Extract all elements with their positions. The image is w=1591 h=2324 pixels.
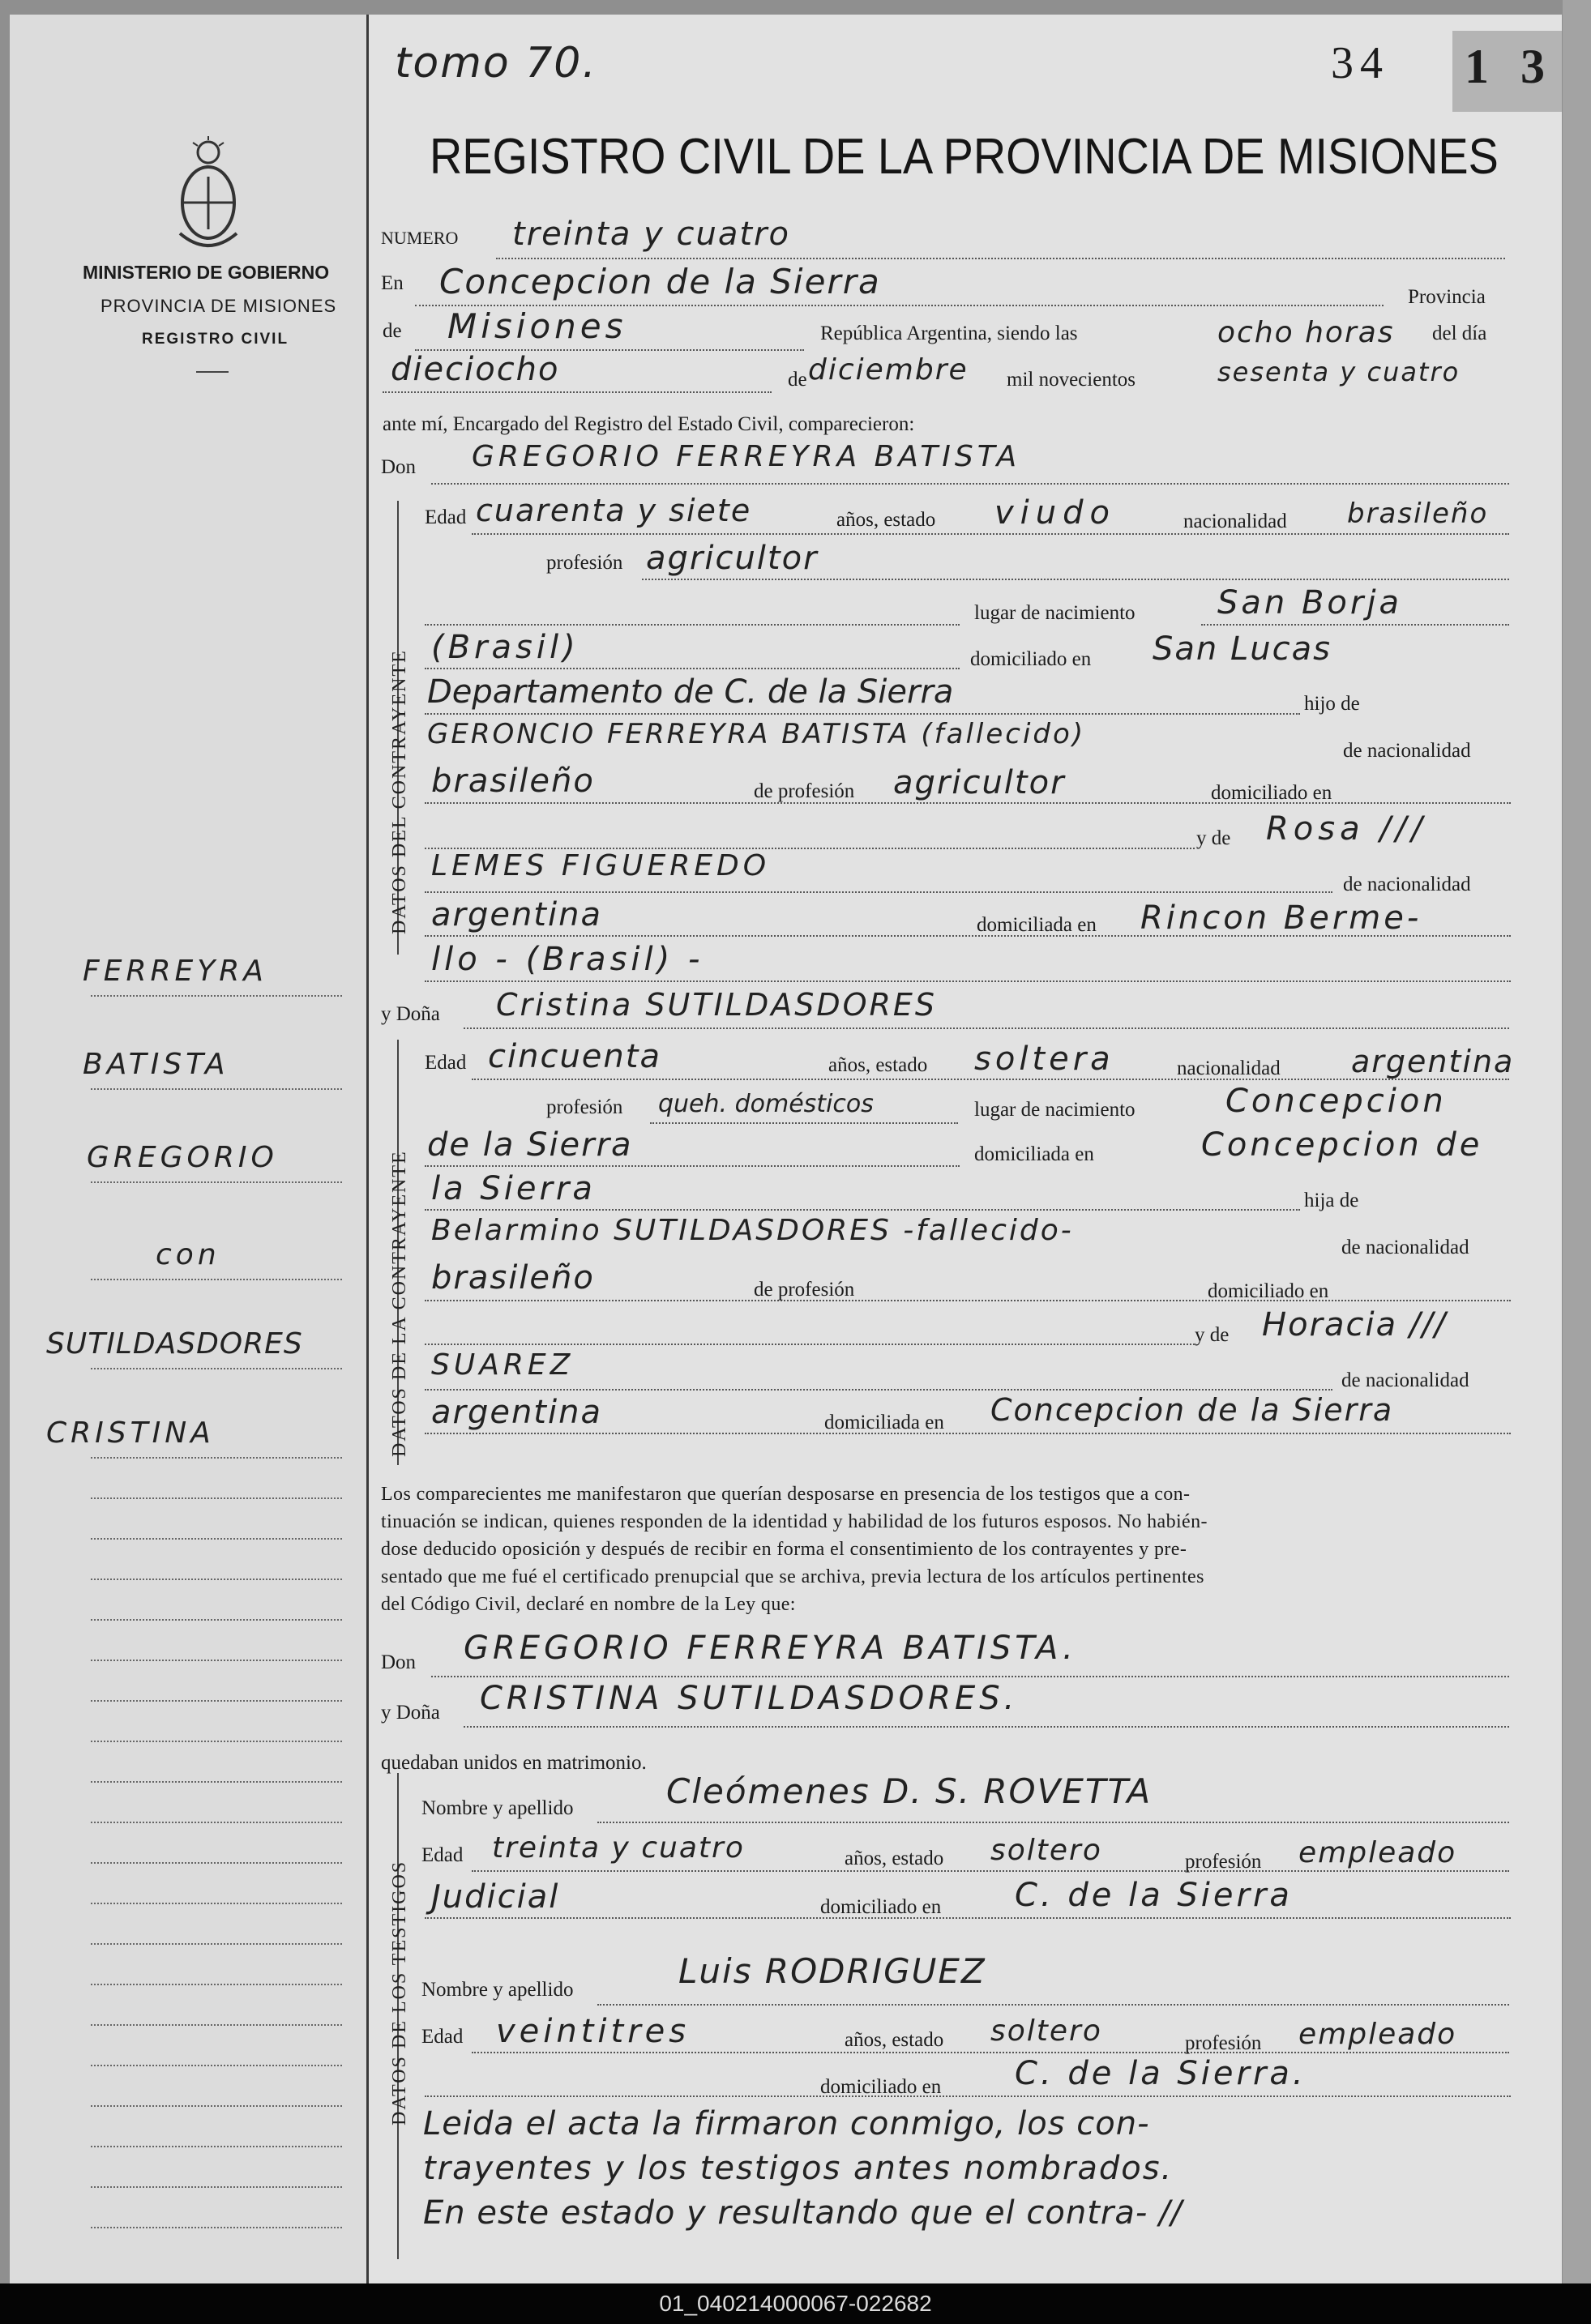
groom-domicilio-2: Departamento de C. de la Sierra bbox=[427, 673, 954, 711]
margin-line bbox=[91, 2146, 342, 2147]
bride-mother-first: Horacia /// bbox=[1262, 1306, 1448, 1344]
coat-of-arms-seal bbox=[172, 136, 245, 258]
fill-line bbox=[383, 391, 772, 393]
y-de-label: y de bbox=[1195, 1324, 1230, 1346]
dona-label: y Doña bbox=[381, 1702, 440, 1724]
provincia-label: Provincia bbox=[1408, 286, 1486, 308]
bride-edad: cincuenta bbox=[488, 1038, 661, 1075]
fill-line bbox=[642, 579, 1509, 580]
edad-label: Edad bbox=[425, 1052, 467, 1074]
margin-line bbox=[91, 1660, 342, 1661]
closing-line-1: Leida el acta la firmaron conmigo, los con- bbox=[423, 2105, 1150, 2142]
margin-line bbox=[91, 1619, 342, 1621]
bride-mother-dom: Concepcion de la Sierra bbox=[990, 1392, 1394, 1428]
witness-2-name: Luis RODRIGUEZ bbox=[678, 1951, 986, 1991]
fill-line bbox=[464, 1027, 1509, 1029]
margin-line bbox=[91, 995, 342, 997]
declared-bride: CRISTINA SUTILDASDORES. bbox=[480, 1680, 1019, 1717]
margin-note-1: FERREYRA bbox=[83, 955, 267, 988]
fill-line bbox=[425, 1165, 960, 1167]
groom-father-prof: agricultor bbox=[893, 764, 1066, 801]
fill-line bbox=[597, 1822, 1509, 1823]
republica-text: República Argentina, siendo las bbox=[820, 323, 1078, 344]
groom-nacionalidad: brasileño bbox=[1347, 498, 1489, 530]
fill-line bbox=[472, 533, 1509, 535]
groom-mother-nac: argentina bbox=[431, 896, 602, 933]
ante-text: ante mí, Encargado del Registro del Estado Civil, comparecieron: bbox=[383, 413, 915, 435]
fill-line bbox=[425, 980, 1511, 982]
lugar-label: lugar de nacimiento bbox=[974, 1099, 1136, 1121]
margin-line bbox=[91, 1700, 342, 1702]
father-nac-label: de nacionalidad bbox=[1343, 740, 1471, 762]
bride-lugar-2: de la Sierra bbox=[427, 1126, 633, 1164]
bride-name: Cristina SUTILDASDORES bbox=[496, 987, 938, 1023]
de-value: Misiones bbox=[447, 306, 627, 346]
father-nac-label: de nacionalidad bbox=[1341, 1237, 1469, 1258]
groom-estado: viudo bbox=[994, 494, 1116, 532]
bride-estado: soltera bbox=[974, 1040, 1114, 1078]
province-heading: PROVINCIA DE MISIONES bbox=[101, 296, 337, 316]
margin-line bbox=[91, 1181, 342, 1183]
domicilio-label: domiciliado en bbox=[970, 648, 1092, 670]
witness-2-domicilio: C. de la Sierra. bbox=[1015, 2055, 1307, 2092]
margin-line bbox=[91, 1457, 342, 1459]
margin-note-2: BATISTA bbox=[83, 1048, 229, 1081]
declaration-line-1: Los comparecientes me manifestaron que querían desposarse en presencia de los testigos que a con- bbox=[381, 1484, 1191, 1505]
don-label: Don bbox=[381, 1651, 417, 1673]
margin-line bbox=[91, 1579, 342, 1580]
mother-dom-label: domiciliada en bbox=[824, 1412, 944, 1433]
father-prof-label: de profesión bbox=[754, 780, 855, 802]
margin-line bbox=[91, 1903, 342, 1904]
don-label: Don bbox=[381, 456, 417, 478]
page-title: REGISTRO CIVIL DE LA PROVINCIA DE MISIONES bbox=[430, 129, 1499, 185]
closing-line-3: En este estado y resultando que el contra- // bbox=[423, 2194, 1183, 2232]
witness-1-name: Cleómenes D. S. ROVETTA bbox=[666, 1771, 1153, 1811]
bride-mother-nac: argentina bbox=[431, 1394, 602, 1431]
bride-mother-last: SUAREZ bbox=[431, 1348, 575, 1382]
month-value: diciembre bbox=[808, 353, 969, 387]
bride-nacionalidad: argentina bbox=[1351, 1044, 1515, 1079]
fill-line bbox=[425, 1344, 1195, 1345]
margin-line bbox=[91, 1984, 342, 1985]
groom-domicilio: San Lucas bbox=[1153, 630, 1332, 668]
nacionalidad-label: nacionalidad bbox=[1183, 511, 1287, 532]
mother-nac-label: de nacionalidad bbox=[1341, 1369, 1469, 1391]
groom-profesion: agricultor bbox=[646, 540, 819, 577]
fill-line bbox=[425, 1389, 1332, 1391]
witness-1-domicilio: C. de la Sierra bbox=[1015, 1877, 1293, 1914]
witness-1-profesion-2: Judicial bbox=[431, 1878, 560, 1916]
profesion-label: profesión bbox=[1185, 2032, 1262, 2054]
witness-2-edad: veintitres bbox=[496, 2013, 691, 2050]
bride-section-label: DATOS DE LA CONTRAYENTE bbox=[389, 1150, 410, 1457]
fill-line bbox=[650, 1122, 958, 1124]
fill-line bbox=[496, 258, 1505, 259]
bride-father-nac: brasileño bbox=[431, 1259, 595, 1297]
document-page bbox=[10, 15, 1562, 2283]
declaration-line-4: sentado que me fué el certificado prenupcial que se archiva, previa lectura de los artículos pertinentes bbox=[381, 1566, 1204, 1587]
groom-mother-dom-2: llo - (Brasil) - bbox=[431, 941, 704, 978]
en-label: En bbox=[381, 272, 404, 294]
hijo-label: hijo de bbox=[1304, 693, 1360, 715]
groom-section-label: DATOS DEL CONTRAYENTE bbox=[389, 649, 410, 934]
quedaban-text: quedaban unidos en matrimonio. bbox=[381, 1752, 647, 1774]
witnesses-section-label: DATOS DE LOS TESTIGOS bbox=[389, 1860, 410, 2125]
fill-line bbox=[472, 1870, 1509, 1872]
witness-2-profesion: empleado bbox=[1298, 2018, 1457, 2051]
groom-father-nac: brasileño bbox=[431, 763, 595, 800]
estado-label: años, estado bbox=[845, 1848, 944, 1869]
bride-father-name: Belarmino SUTILDASDORES -fallecido- bbox=[431, 1214, 1074, 1247]
fill-line bbox=[425, 668, 960, 669]
groom-father-name: GERONCIO FERREYRA BATISTA (fallecido) bbox=[427, 718, 1086, 750]
margin-line bbox=[91, 2186, 342, 2188]
fill-line bbox=[425, 624, 960, 626]
estado-label: años, estado bbox=[828, 1054, 928, 1076]
margin-divider bbox=[366, 15, 369, 2283]
margin-line bbox=[91, 1368, 342, 1369]
ministry-heading: MINISTERIO DE GOBIERNO bbox=[83, 262, 330, 283]
father-dom-label: domiciliado en bbox=[1208, 1280, 1329, 1302]
fill-line bbox=[425, 1209, 1300, 1211]
office-heading: REGISTRO CIVIL bbox=[142, 331, 289, 348]
margin-line bbox=[91, 1497, 342, 1499]
fill-line bbox=[425, 713, 1300, 715]
margin-line bbox=[91, 1943, 342, 1945]
fill-line bbox=[472, 2052, 1509, 2053]
groom-lugar: San Borja bbox=[1217, 584, 1402, 622]
groom-mother-last: LEMES FIGUEREDO bbox=[431, 849, 771, 882]
page-edge bbox=[1563, 0, 1591, 2324]
estado-label: años, estado bbox=[845, 2029, 944, 2051]
bride-domicilio: Concepcion de bbox=[1201, 1126, 1483, 1164]
fill-line bbox=[431, 483, 1509, 485]
estado-label: años, estado bbox=[836, 509, 936, 531]
page-tab-number: 1 3 bbox=[1465, 40, 1555, 93]
fill-line bbox=[425, 1300, 1511, 1301]
fill-line bbox=[425, 1433, 1511, 1434]
declaration-line-5: del Código Civil, declaré en nombre de la Ley que: bbox=[381, 1594, 796, 1615]
fill-line bbox=[425, 2095, 1511, 2097]
del-dia-label: del día bbox=[1432, 323, 1487, 344]
image-caption: 01_040214000067-022682 bbox=[0, 2283, 1591, 2324]
fill-line bbox=[425, 1917, 1511, 1919]
edad-label: Edad bbox=[421, 2026, 464, 2048]
fill-line bbox=[597, 2004, 1509, 2006]
declaration-line-2: tinuación se indican, quienes responden de la identidad y habilidad de los futuros esposos. No habién- bbox=[381, 1511, 1208, 1532]
en-value: Concepcion de la Sierra bbox=[439, 262, 881, 301]
groom-mother-dom: Rincon Berme- bbox=[1140, 899, 1422, 937]
groom-edad: cuarenta y siete bbox=[476, 493, 752, 528]
de-label: de bbox=[383, 320, 402, 342]
groom-lugar-2: (Brasil) bbox=[431, 629, 580, 666]
folio-number: 34 bbox=[1331, 38, 1389, 88]
domicilio-label: domiciliado en bbox=[820, 1896, 942, 1918]
fill-line bbox=[1201, 624, 1509, 626]
margin-note-5: SUTILDASDORES bbox=[46, 1327, 303, 1361]
hija-label: hija de bbox=[1304, 1190, 1359, 1211]
margin-line bbox=[91, 1088, 342, 1090]
margin-note-6: CRISTINA bbox=[46, 1416, 215, 1450]
fill-line bbox=[425, 891, 1332, 893]
mil-text: mil novecientos bbox=[1007, 369, 1136, 391]
y-de-label: y de bbox=[1196, 827, 1231, 849]
declared-groom: GREGORIO FERREYRA BATISTA. bbox=[464, 1630, 1077, 1667]
father-dom-label: domiciliado en bbox=[1211, 782, 1332, 804]
margin-line bbox=[91, 2227, 342, 2228]
margin-line bbox=[91, 2105, 342, 2107]
bride-profesion: queh. domésticos bbox=[658, 1090, 874, 1118]
declaration-line-3: dose deducido oposición y después de recibir en forma el consentimiento de los contrayentes y pre- bbox=[381, 1539, 1187, 1560]
fill-line bbox=[425, 802, 1511, 804]
margin-line bbox=[91, 1279, 342, 1280]
margin-note-4: con bbox=[156, 1238, 220, 1271]
mother-nac-label: de nacionalidad bbox=[1343, 874, 1471, 895]
nombre-label: Nombre y apellido bbox=[421, 1797, 574, 1819]
tomo-number: tomo 70. bbox=[395, 39, 597, 88]
margin-line bbox=[91, 2024, 342, 2026]
closing-line-2: trayentes y los testigos antes nombrados. bbox=[423, 2150, 1174, 2187]
edad-label: Edad bbox=[421, 1844, 464, 1866]
bride-domicilio-2: la Sierra bbox=[431, 1170, 596, 1207]
fill-line bbox=[431, 1676, 1509, 1677]
bride-lugar: Concepcion bbox=[1225, 1083, 1447, 1120]
lugar-label: lugar de nacimiento bbox=[974, 602, 1136, 624]
witness-2-estado: soltero bbox=[990, 2014, 1102, 2048]
margin-line bbox=[91, 2065, 342, 2066]
domicilio-label: domiciliado en bbox=[820, 2076, 942, 2098]
dona-label: y Doña bbox=[381, 1003, 440, 1025]
margin-line bbox=[91, 1862, 342, 1864]
nacionalidad-label: nacionalidad bbox=[1177, 1057, 1281, 1079]
hour-value: ocho horas bbox=[1217, 316, 1395, 349]
numero-value: treinta y cuatro bbox=[512, 216, 790, 253]
margin-note-3: GREGORIO bbox=[87, 1141, 278, 1174]
fill-line bbox=[464, 1726, 1509, 1728]
margin-line bbox=[91, 1741, 342, 1742]
edad-label: Edad bbox=[425, 506, 467, 528]
margin-line bbox=[91, 1781, 342, 1783]
mother-dom-label: domiciliada en bbox=[977, 914, 1097, 936]
de-month-label: de bbox=[788, 369, 807, 391]
numero-label: NUMERO bbox=[381, 228, 459, 248]
groom-mother-first: Rosa /// bbox=[1266, 810, 1427, 848]
divider bbox=[196, 371, 229, 373]
witness-1-estado: soltero bbox=[990, 1834, 1102, 1867]
witness-1-edad: treinta y cuatro bbox=[492, 1831, 745, 1865]
domicilio-label: domiciliada en bbox=[974, 1143, 1094, 1165]
profesion-label: profesión bbox=[546, 1096, 623, 1118]
nombre-label: Nombre y apellido bbox=[421, 1979, 574, 2001]
father-prof-label: de profesión bbox=[754, 1279, 855, 1301]
day-value: dieciocho bbox=[391, 351, 560, 388]
margin-line bbox=[91, 1538, 342, 1540]
witness-1-profesion: empleado bbox=[1298, 1836, 1457, 1869]
groom-name: GREGORIO FERREYRA BATISTA bbox=[472, 440, 1021, 473]
profesion-label: profesión bbox=[1185, 1851, 1262, 1873]
margin-line bbox=[91, 1822, 342, 1823]
profesion-label: profesión bbox=[546, 552, 623, 574]
year-value: sesenta y cuatro bbox=[1217, 357, 1461, 387]
